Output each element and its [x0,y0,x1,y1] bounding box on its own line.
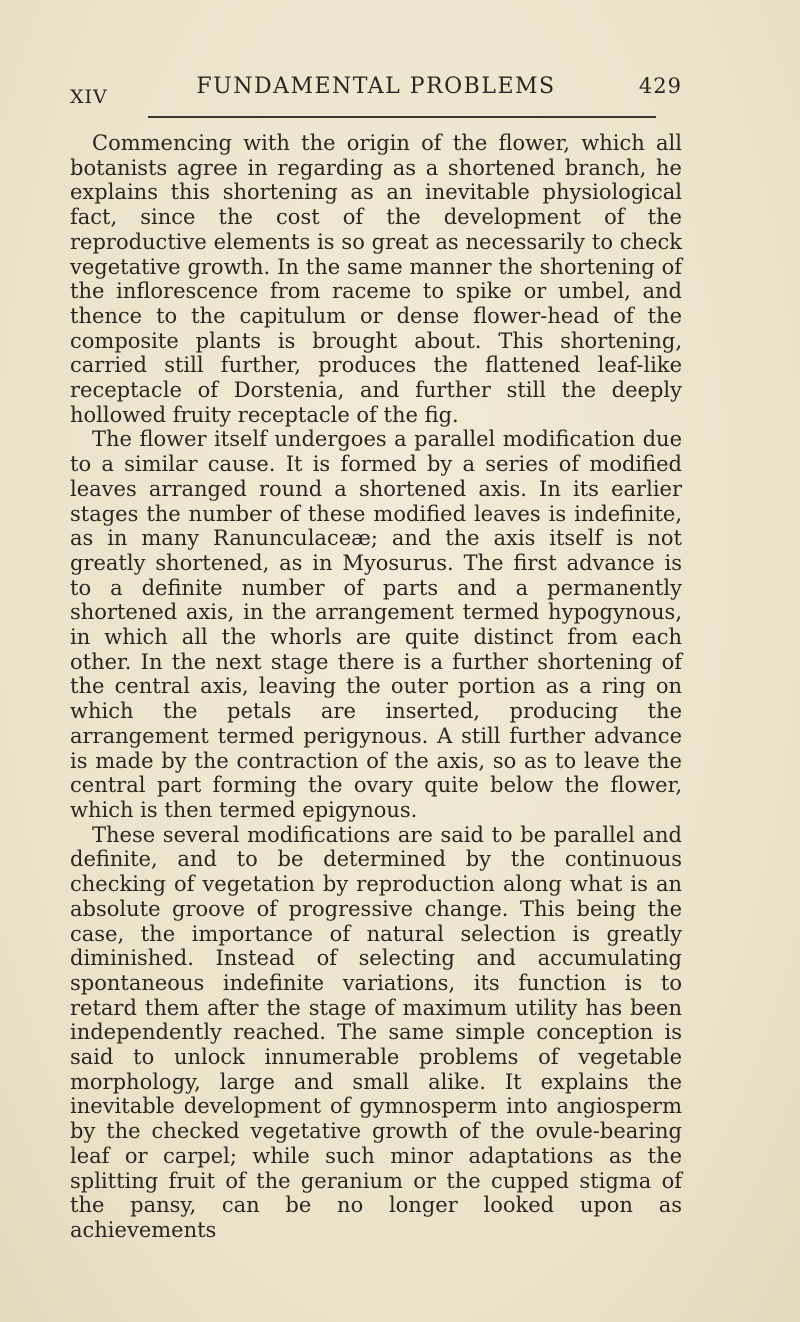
chapter-number: XIV [70,86,108,108]
running-title: FUNDAMENTAL PROBLEMS [196,74,556,99]
paragraph-3: These several modifications are said to be parallel and definite, and to be determined by the continuous checking of vegetation by reproduction along what is an absolute groove of progressive change. This being the case, the importance of natural selection is greatly diminished. Instead of selecting and accumulating spontaneous indefinite variations, its function is to retard them after the stage of maximum utility has been independently reached. The same simple conception is said to unlock innumerable problems of vegetable morphology, large and small alike. It explains the inevitable development of gymnosperm into angiosperm by the checked vegetative growth of the ovule-bearing leaf or carpel; while such minor adaptations as the splitting fruit of the geranium or the cupped stigma of the pansy, can be no longer looked upon as achievements [70,822,682,1242]
page-number: 429 [638,74,682,98]
page-header [70,74,682,112]
body-text [70,131,682,1243]
paragraph-2: The flower itself undergoes a parallel modification due to a similar cause. It is formed by a series of modified leaves arranged round a shortened axis. In its earlier stages the number of these modified leaves is indefinite, as in many Ranunculaceæ; and the axis itself is not greatly shortened, as in Myosurus. The first advance is to a definite number of parts and a permanently shortened axis, in the arrangement termed hypogynous, in which all the whorls are quite distinct from each other. In the next stage there is a further shortening of the central axis, leaving the outer portion as a ring on which the petals are inserted, producing the arrangement termed perigynous. A still further advance is made by the contraction of the axis, so as to leave the central part forming the ovary quite below the flower, which is then termed epigynous. [70,427,682,822]
header-rule [148,116,656,118]
paragraph-1: Commencing with the origin of the flower, which all botanists agree in regarding as a shortened branch, he explains this shortening as an inevitable physiological fact, since the cost of the development of the reproductive elements is so great as necessarily to check vegetative growth. In the same manner the shortening of the inflorescence from raceme to spike or umbel, and thence to the capitulum or dense flower-head of the composite plants is brought about. This shortening, carried still further, produces the flattened leaf-like receptacle of Dorstenia, and further still the deeply hollowed fruity receptacle of the fig. [70,131,682,427]
